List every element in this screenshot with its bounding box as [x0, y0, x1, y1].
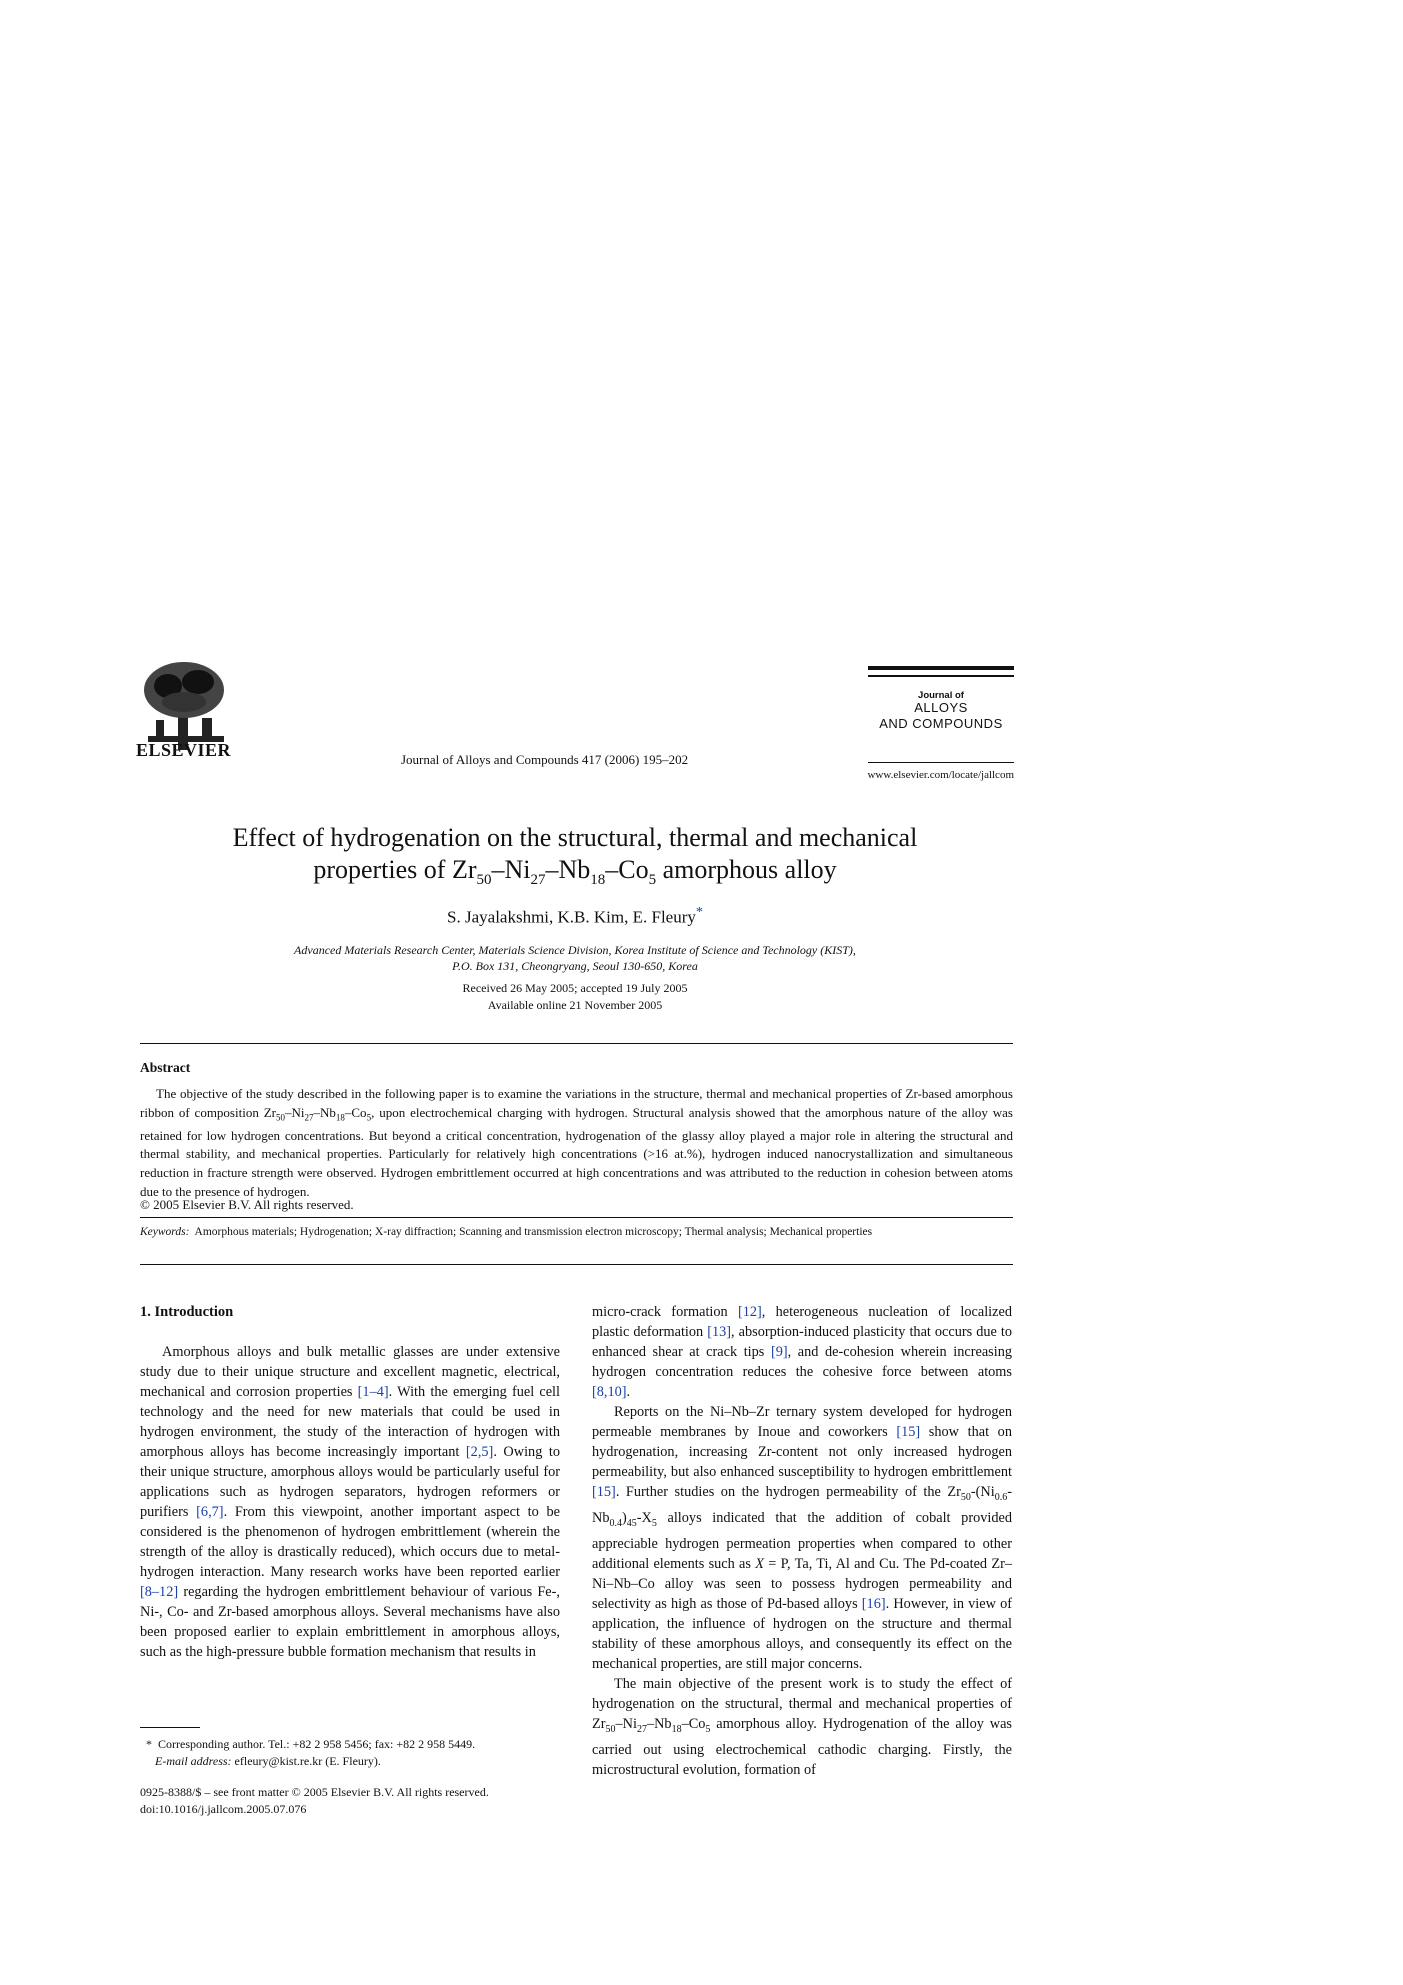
intro-paragraph-1: Amorphous alloys and bulk metallic glasses are under extensive study due to their unique structure and excellent magnetic, electrical, mechanical and corrosion properties [1–4]. With the emerging fuel cell technology and the need for new materials that could be used in hydrogen environment, the study of the interaction of hydrogen with amorphous alloys has become increasingly important [2,5]. Owing to their unique structure, amorphous alloys would be particularly useful for applications such as hydrogen separators, hydrogen reformers or purifiers [6,7]. From this viewpoint, another important aspect to be considered is the phenomenon of hydrogen embrittlement (wherein the strength of the alloy is drastically reduced), which occurs due to metal-hydrogen interaction. Many research works have been reported earlier [8–12] regarding the hydrogen embrittlement behaviour of various Fe-, Ni-, Co- and Zr-based amorphous alloys. Several mechanisms have also been proposed earlier to explain embrittlement in amorphous alloys, such as the high-pressure bubble formation mechanism that results in [140, 1344, 561, 1660]
divider [140, 1043, 1013, 1044]
article-title [140, 822, 1010, 896]
received-date: Received 26 May 2005; accepted 19 July 2005 [462, 981, 688, 995]
intro-paragraph-continued: micro-crack formation [12], heterogeneous nucleation of localized plastic deformation [13], absorption-induced plasticity that occurs due to enhanced shear at crack tips [9], and de-cohesion wherein increasing hydrogen concentration reduces the cohesive force between atoms [8,10]. [592, 1304, 1012, 1400]
footnote: * Corresponding author. Tel.: +82 2 958 5456; fax: +82 2 958 5449. E-mail address: efleury@kist.re.kr (E. Fleury). [140, 1737, 476, 1768]
left-column [140, 1302, 560, 1662]
front-matter-line: 0925-8388/$ – see front matter © 2005 Elsevier B.V. All rights reserved. [140, 1785, 489, 1799]
journal-logo-rule [868, 762, 1014, 763]
divider [140, 1264, 1013, 1265]
divider [140, 1217, 1013, 1218]
corresponding-author-note: Corresponding author. Tel.: +82 2 958 5456; fax: +82 2 958 5449. [158, 1737, 476, 1751]
issn-doi [140, 1784, 489, 1818]
publisher-name: ELSEVIER [136, 740, 232, 760]
abstract-body: The objective of the study described in the following paper is to examine the variations in the structure, thermal and mechanical properties of Zr-based amorphous ribbon of composition $Zr_{50}-Ni_{27}-Nb_{18}-Co_5$, upon electrochemical charging with hydrogen. Structural analysis showed that the amorphous nature of the alloy was retained for low hydrogen concentrations. But beyond a critical concentration, hydrogenation of the glassy alloy played a major role in altering the structural and thermal stability, and mechanical properties. Particularly for relatively high concentrations (>16 at.%), hydrogen induced nanocrystallization and simultaneous reduction in fracture strength were observed. Hydrogen embrittlement occurred at high concentrations and was attributed to the reduction in cohesion between atoms due to the presence of hydrogen. [140, 1086, 1013, 1199]
corresponding-author-mark[interactable]: * [695, 904, 703, 920]
keywords-text: Amorphous materials; Hydrogenation; X-ray diffraction; Scanning and transmission electron microscopy; Thermal analysis; Mechanical properties [194, 1226, 873, 1238]
journal-url-link[interactable]: www.elsevier.com/locate/jallcom [867, 769, 1014, 781]
footnote-rule [140, 1727, 200, 1728]
author-names: S. Jayalakshmi, K.B. Kim, E. Fleury [447, 907, 696, 927]
doi-line[interactable]: doi:10.1016/j.jallcom.2005.07.076 [140, 1802, 307, 1816]
journal-citation: Journal of Alloys and Compounds 417 (2006) 195–202 [401, 752, 689, 767]
abstract-copyright: © 2005 Elsevier B.V. All rights reserved. [140, 1197, 354, 1212]
keywords-label: Keywords: [140, 1226, 190, 1238]
author-list [140, 904, 1010, 928]
intro-paragraph-3: The main objective of the present work is to study the effect of hydrogenation on the structural, thermal and mechanical properties of $Zr_{50}-Ni_{27}-Nb_{18}-Co_5$ amorphous alloy. Hydrogenation of the alloy was carried out using electrochemical cathodic charging. Firstly, the microstructural evolution, formation of [592, 1675, 1012, 1778]
email-label: E-mail address: [155, 1754, 232, 1768]
section-heading: 1. Introduction [140, 1304, 234, 1320]
keywords [140, 1226, 1013, 1238]
email-address[interactable]: efleury@kist.re.kr (E. Fleury). [234, 1754, 381, 1768]
title-line-2: properties of $Zr_{50}-Ni_{27}-Nb_{18}-Co_5$ amorphous alloy [313, 855, 837, 889]
intro-paragraph-2: Reports on the Ni–Nb–Zr ternary system developed for hydrogen permeable membranes by Inoue and coworkers [15] show that on hydrogenation, increasing Zr-content not only increased hydrogen permeability, but also enhanced susceptibility to hydrogen embrittlement [15]. Further studies on the hydrogen permeability of the $Zr_{50}-(Ni_{0.6}-Nb_{0.4})_{45}-X_5$ alloys indicated that the addition of cobalt provided appreciable hydrogen permeation properties when compared to other additional elements such as X = P, Ta, Ti, Al and Cu. The Pd-coated Zr–Ni–Nb–Co alloy was seen to possess hydrogen permeability and selectivity as high as those of Pd-based alloys [16]. However, in view of application, the influence of hydrogen on the structure and thermal stability of these amorphous alloys, and consequently its effect on the mechanical properties, are still major concerns. [592, 1404, 1012, 1672]
journal-logo-rule [868, 675, 1014, 677]
online-date: Available online 21 November 2005 [487, 998, 663, 1012]
right-column [592, 1302, 1012, 1780]
affiliation: Advanced Materials Research Center, Materials Science Division, Korea Institute of Science and Technology (KIST), P.O. Box 131, Cheongryang, Seoul 130-650, Korea [294, 943, 856, 973]
title-line-1: Effect of hydrogenation on the structural, thermal and mechanical [232, 823, 918, 852]
journal-logo-line2: AND COMPOUNDS [879, 716, 1003, 731]
abstract-heading: Abstract [140, 1060, 191, 1075]
journal-logo-line1: ALLOYS [914, 700, 968, 715]
article-dates [140, 980, 1010, 1014]
journal-logo-small-text: Journal of [918, 690, 964, 701]
journal-logo-rule [868, 666, 1014, 670]
